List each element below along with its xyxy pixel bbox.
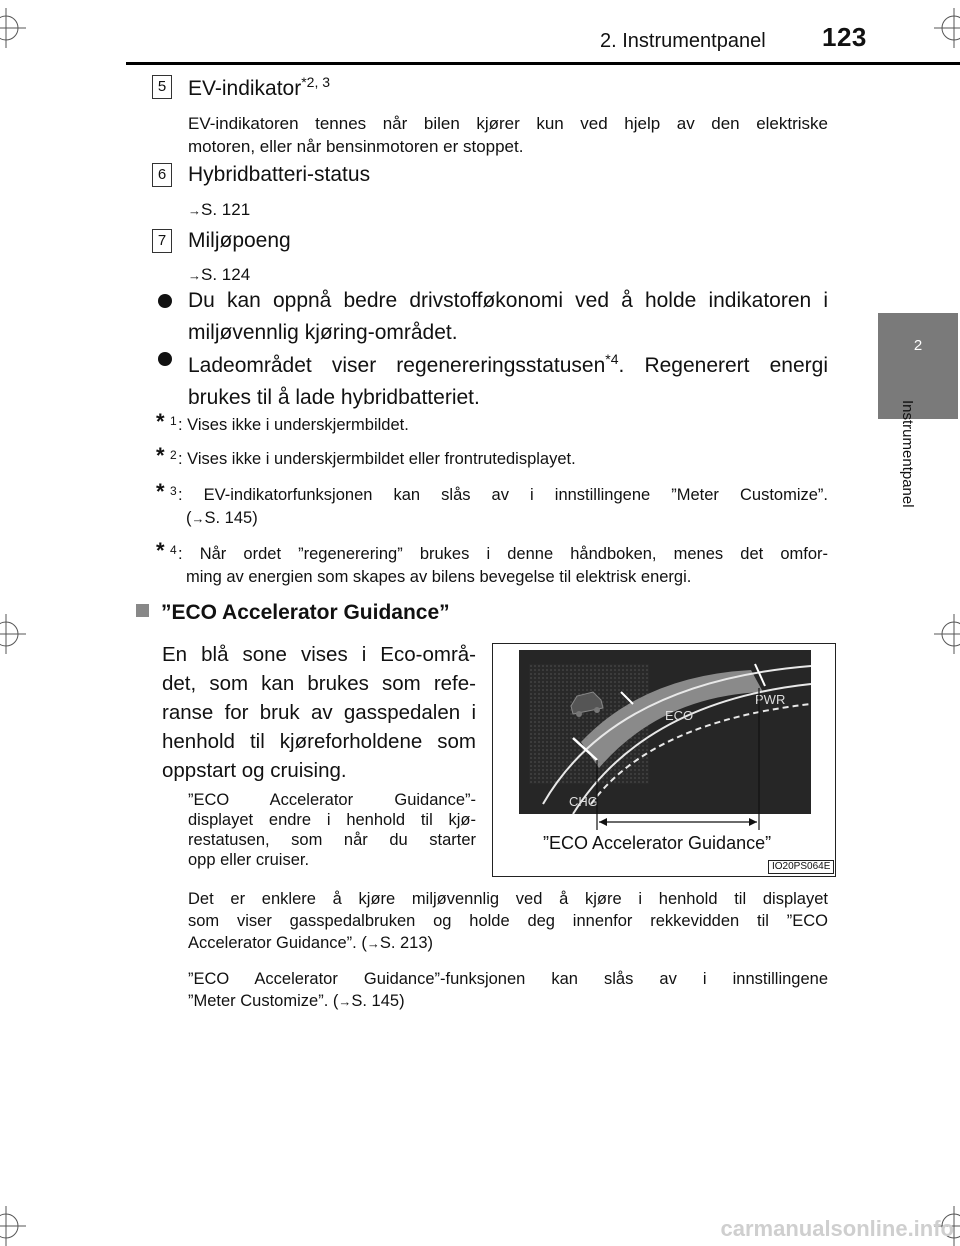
- crop-mark-mid-left: [0, 614, 26, 654]
- bullet-line: miljøvennlig kjøring-området.: [188, 321, 458, 344]
- bullet-line-part: . Regenerert energi: [618, 354, 828, 377]
- lead-paragraph: [162, 640, 476, 785]
- eco-label: ECO: [665, 708, 694, 723]
- lead-line: ranse for bruk av gasspedalen i: [162, 701, 476, 724]
- reference-arrow-icon: →: [191, 511, 205, 526]
- footnote-text: [178, 543, 828, 589]
- chapter-label-wrap: [897, 400, 915, 550]
- footnote: [156, 538, 828, 593]
- item-title-ev-indicator: [188, 74, 330, 101]
- paragraph-line-part: Accelerator Guidance”. (: [188, 934, 367, 952]
- paragraph-line: [188, 990, 828, 1013]
- footnote: [156, 409, 828, 438]
- section-square-icon: [136, 604, 149, 617]
- body-paragraph: [188, 968, 828, 1013]
- crop-mark-top-left: [0, 8, 26, 48]
- footnote: [156, 479, 828, 534]
- lead-line: En blå sone vises i Eco-områ-: [162, 643, 476, 666]
- footnote-text: : Vises ikke i underskjermbildet eller frontrutedisplayet.: [178, 450, 576, 468]
- pwr-label: PWR: [755, 692, 786, 707]
- body-paragraph: [188, 888, 828, 955]
- item-title-sup: *2, 3: [301, 74, 331, 90]
- footnote-star: *: [156, 409, 165, 434]
- figure-caption: ”ECO Accelerator Guidance”: [543, 833, 772, 853]
- bullet-text: [188, 285, 828, 349]
- footnote-line: [178, 507, 828, 530]
- page-number: 123: [822, 22, 867, 52]
- reference-arrow-icon: →: [188, 203, 201, 218]
- footnote-star: *: [156, 538, 165, 563]
- section-title: 2. Instrumentpanel: [600, 30, 766, 52]
- footnote-star: *: [156, 479, 165, 504]
- item-title-text: EV-indikator: [188, 77, 302, 100]
- bullet-dot-icon: [158, 294, 172, 308]
- page-reference[interactable]: [188, 200, 250, 220]
- note-line: displayet endre i henhold til kjø-: [188, 811, 476, 829]
- chapter-label: Instrumentpanel: [899, 400, 916, 508]
- footnote-number: 4: [170, 543, 177, 557]
- lead-line: henhold til kjøreforholdene som: [162, 730, 476, 753]
- page-reference[interactable]: [188, 265, 250, 285]
- chg-label: CHG: [569, 794, 598, 809]
- note-paragraph: [188, 790, 476, 870]
- header-rule: [126, 62, 960, 65]
- lead-line: det, som kan brukes som refe-: [162, 672, 476, 695]
- item-title-eco-points: Miljøpoeng: [188, 229, 291, 252]
- reference-text[interactable]: S. 145): [351, 992, 405, 1010]
- footnote-line-part: (: [186, 509, 192, 527]
- bullet-item: [158, 343, 828, 407]
- bullet-line: Du kan oppnå bedre drivstofføkonomi ved å holde indikatoren i: [188, 289, 828, 312]
- watermark: carmanualsonline.info: [720, 1216, 954, 1241]
- chapter-tab[interactable]: [878, 313, 958, 419]
- footnote-number: 1: [170, 414, 177, 428]
- section-heading: [136, 601, 450, 625]
- paragraph-line: Det er enklere å kjøre miljøvennlig ved å kjøre i henhold til displayet: [188, 890, 828, 908]
- paragraph-line: som viser gasspedalbruken og holde deg innenfor rekkevidden til ”ECO: [188, 912, 828, 930]
- paragraph-line: ”ECO Accelerator Guidance”-funksjonen kan slås av i innstillingene: [188, 970, 828, 988]
- crop-mark-bottom-left: [0, 1206, 26, 1246]
- note-line: opp eller cruiser.: [188, 851, 310, 869]
- bullet-line: [188, 343, 828, 382]
- reference-text[interactable]: S. 213): [379, 934, 434, 952]
- bullet-line: brukes til å lade hybridbatteriet.: [188, 386, 480, 409]
- reference-arrow-icon: →: [188, 268, 201, 283]
- item-desc-line: motoren, eller når bensinmotoren er stoppet.: [188, 137, 524, 156]
- reference-text[interactable]: S. 145): [204, 509, 258, 527]
- section-heading-text: ”ECO Accelerator Guidance”: [161, 601, 450, 624]
- crop-mark-mid-right: [934, 614, 960, 654]
- footnote-number: 2: [170, 448, 177, 462]
- footnote: [156, 443, 828, 472]
- footnote-star: *: [156, 443, 165, 468]
- item-title-hybrid-battery: Hybridbatteri-status: [188, 163, 371, 186]
- footnote-text: [178, 484, 828, 530]
- footnote-line: : EV-indikatorfunksjonen kan slås av i innstillingene ”Meter Customize”.: [178, 486, 828, 504]
- bullet-line-sup: *4: [605, 351, 619, 367]
- reference-arrow-icon: →: [366, 936, 380, 951]
- lead-line: oppstart og cruising.: [162, 759, 347, 782]
- footnote-number: 3: [170, 484, 177, 498]
- paragraph-line-part: ”Meter Customize”. (: [188, 992, 339, 1010]
- footnote-text: : Vises ikke i underskjermbildet.: [178, 416, 409, 434]
- bullet-text: [188, 343, 828, 414]
- bullet-dot-icon: [158, 352, 172, 366]
- paragraph-line: [188, 932, 828, 955]
- bullet-line-part: Ladeområdet viser regenereringsstatusen: [188, 354, 606, 377]
- item-number-5: 5: [152, 75, 172, 99]
- bullet-item: [158, 285, 828, 349]
- crop-mark-top-right: [934, 8, 960, 48]
- footnote-line: : Når ordet ”regenerering” brukes i denne håndboken, menes det omfor-: [178, 545, 828, 563]
- note-line: ”ECO Accelerator Guidance”-: [188, 791, 476, 809]
- reference-text: S. 124: [201, 265, 251, 284]
- reference-arrow-icon: →: [338, 994, 352, 1009]
- footnote-line: ming av energien som skapes av bilens bevegelse til elektrisk energi.: [186, 568, 692, 586]
- note-line: restatusen, som når du starter: [188, 831, 476, 849]
- item-number-7: 7: [152, 229, 172, 253]
- chapter-number: 2: [913, 337, 923, 354]
- figure-id: IO20PS064E: [768, 860, 834, 874]
- item-number-6: 6: [152, 163, 172, 187]
- item-desc-line: EV-indikatoren tennes når bilen kjører kun ved hjelp av den elektriske: [188, 114, 828, 133]
- reference-text: S. 121: [201, 200, 251, 219]
